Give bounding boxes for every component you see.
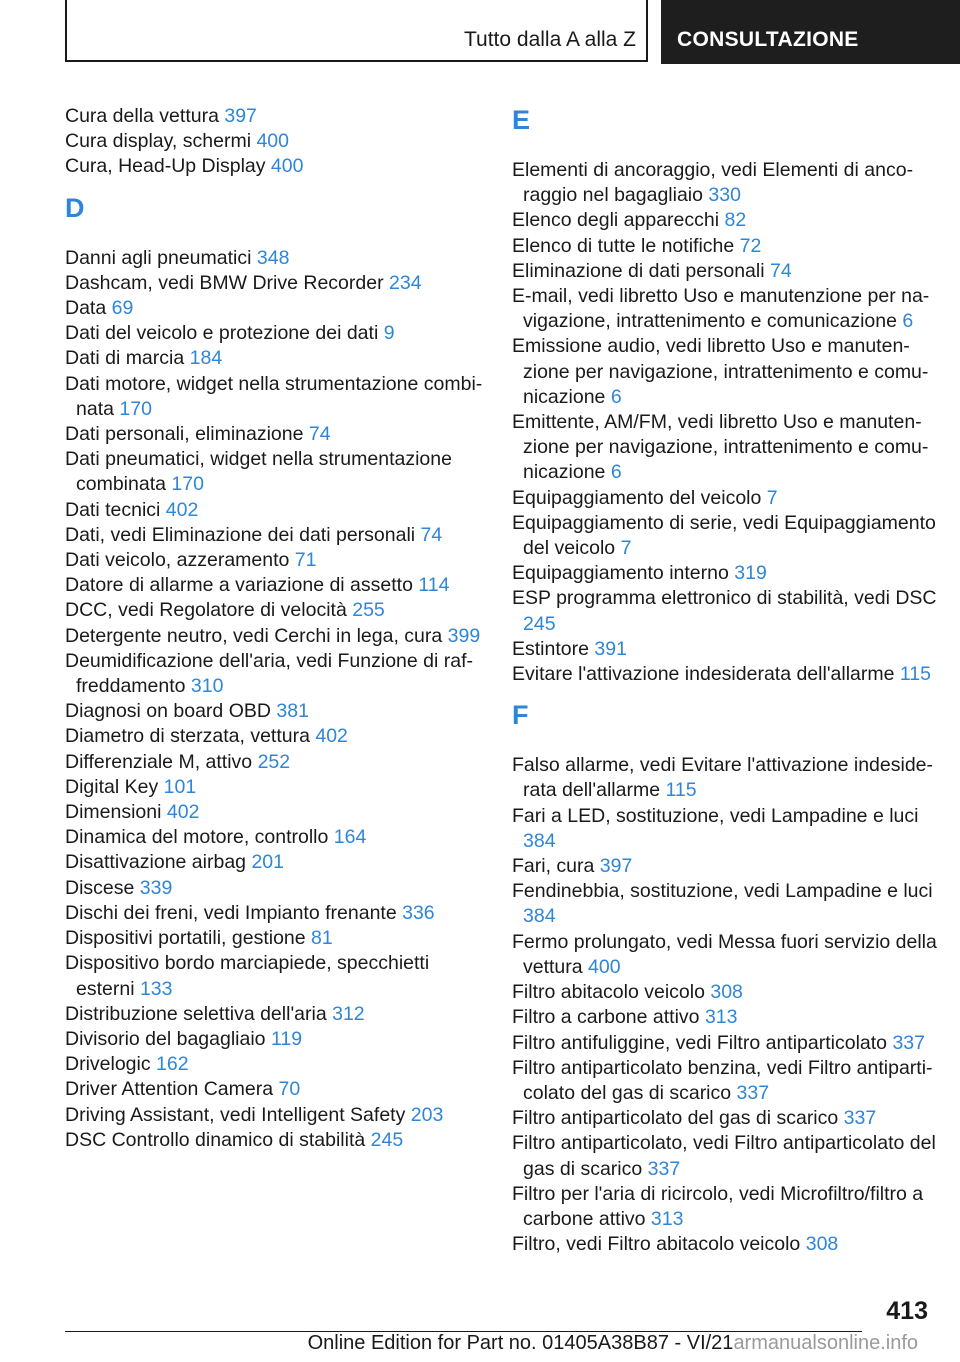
index-entry-text: Elementi di ancoraggio, vedi Elementi di ancoraggio nel bagagliaio — [512, 159, 914, 207]
index-page-link[interactable]: 7 — [620, 537, 632, 560]
index-entry-text: Driver Attention Camera — [65, 1078, 274, 1101]
index-entry-text: Filtro a carbone attivo — [512, 1006, 700, 1029]
page-header — [65, 0, 960, 64]
index-entry — [65, 372, 485, 422]
index-entry — [65, 825, 485, 850]
index-entry-text: Dispositivi portatili, gestione — [65, 927, 306, 950]
index-entry — [512, 486, 942, 511]
index-entry — [512, 662, 942, 687]
index-page-link[interactable]: 399 — [447, 624, 481, 647]
index-entry-text: Distribuzione selettiva dell'aria — [65, 1002, 327, 1025]
index-entry-text: Diametro di sterzata, vettura — [65, 725, 310, 748]
index-entry-text: Dischi dei freni, vedi Impianto frenante — [65, 901, 397, 924]
index-entry — [512, 561, 942, 586]
index-entry-text: Datore di allarme a variazione di assetto — [65, 574, 413, 597]
index-page-link[interactable]: 9 — [383, 322, 395, 345]
page-number: 413 — [886, 1297, 928, 1325]
index-page-link[interactable]: 397 — [224, 105, 257, 127]
index-page-link[interactable]: 319 — [734, 562, 767, 585]
index-entry-text: Driving Assistant, vedi Intelligent Safety — [65, 1103, 406, 1126]
index-page-link[interactable]: 337 — [843, 1107, 877, 1130]
index-entry — [65, 775, 485, 800]
index-page-link[interactable]: 391 — [594, 637, 627, 660]
index-entry — [65, 1052, 485, 1077]
index-entry — [65, 901, 485, 926]
index-entry-text: Drivelogic — [65, 1053, 151, 1076]
index-entry-text: Elenco degli apparecchi — [512, 209, 720, 232]
index-entry-text: Dati di marcia — [65, 347, 185, 370]
index-entry — [65, 951, 485, 1001]
index-page-link[interactable]: 71 — [294, 549, 317, 572]
index-entry — [65, 1103, 485, 1128]
index-entry-text: Equipaggiamento di serie, vedi Equipaggiamento del veicolo — [512, 511, 936, 560]
index-entry — [512, 879, 942, 929]
index-page-link[interactable]: 339 — [139, 876, 173, 899]
footer-edition — [0, 1332, 960, 1355]
index-page-link[interactable]: 201 — [251, 851, 284, 874]
index-column-left — [65, 104, 485, 1153]
index-page-link[interactable]: 337 — [647, 1157, 681, 1180]
index-entry — [65, 1128, 485, 1153]
index-entry-text: Dati, vedi Eliminazione dei dati personali — [65, 523, 416, 546]
index-entry-text: Dimensioni — [65, 801, 162, 824]
index-letter-heading: F — [512, 700, 529, 731]
section-tab — [65, 0, 648, 62]
index-entry — [512, 1031, 942, 1056]
index-entry-text: Cura display, schermi — [65, 130, 252, 153]
index-entry-text: Discese — [65, 876, 135, 899]
index-entry — [65, 876, 485, 901]
index-entry-text: Dati veicolo, azzeramento — [65, 549, 290, 572]
index-entry-text: Falso allarme, vedi Evitare l'attivazione indesiderata dell'allarme — [512, 754, 934, 802]
index-page-link[interactable]: 308 — [710, 981, 743, 1004]
index-entry — [512, 410, 942, 486]
index-entry — [512, 1182, 942, 1232]
index-entry — [512, 980, 942, 1005]
index-page-link[interactable]: 164 — [333, 826, 367, 849]
index-entry-text: Fari a LED, sostituzione, vedi Lampadine e luci — [512, 804, 919, 827]
index-entry-text: Eliminazione di dati personali — [512, 259, 765, 282]
section-title: Tutto dalla A alla Z — [464, 28, 636, 51]
index-entry-text: Fari, cura — [512, 855, 595, 878]
index-entry — [65, 573, 485, 598]
index-page-link[interactable]: 384 — [523, 905, 556, 928]
index-entry-text: Emissione audio, vedi libretto Uso e manutenzione per navigazione, intrattenimento e comunicazione — [512, 335, 929, 408]
index-page-link[interactable]: 72 — [739, 234, 762, 257]
index-page-link[interactable]: 114 — [418, 574, 450, 597]
index-entry — [65, 1077, 485, 1102]
index-page-link[interactable]: 115 — [665, 779, 697, 802]
index-entry — [512, 753, 942, 803]
site-watermark: armanualsonline.info — [733, 1332, 918, 1354]
index-page-link[interactable]: 74 — [769, 259, 792, 282]
index-entry-text: Estintore — [512, 637, 589, 660]
index-entry — [65, 129, 485, 154]
index-entry-text: Danni agli pneumatici — [65, 246, 252, 269]
index-page-link[interactable]: 170 — [119, 397, 152, 420]
index-page-link[interactable]: 310 — [190, 675, 224, 698]
index-page-link[interactable]: 170 — [171, 473, 204, 496]
index-entry — [512, 334, 942, 410]
index-page-link[interactable]: 313 — [704, 1006, 738, 1029]
index-entry-text: DSC Controllo dinamico di stabilità — [65, 1128, 366, 1151]
index-page-link[interactable]: 82 — [724, 209, 747, 232]
index-entry-text: Dati tecnici — [65, 498, 161, 521]
index-letter-heading: E — [512, 105, 531, 135]
index-page-link[interactable]: 81 — [311, 927, 333, 950]
index-entry — [65, 422, 485, 447]
index-entry — [512, 637, 942, 662]
index-entry-text: Dashcam, vedi BMW Drive Recorder — [65, 271, 384, 294]
index-entry — [65, 750, 485, 775]
index-page-link[interactable]: 7 — [766, 486, 778, 509]
index-page-link[interactable]: 74 — [308, 423, 331, 446]
index-entry — [65, 850, 485, 875]
index-entry-text: Evitare l'attivazione indesiderata dell'allarme — [512, 663, 895, 686]
index-entry — [65, 548, 485, 573]
index-entry — [65, 624, 485, 649]
index-page-link[interactable]: 245 — [523, 612, 556, 635]
index-page-link[interactable]: 252 — [257, 750, 291, 773]
index-entry — [65, 271, 485, 296]
index-entry — [512, 511, 942, 561]
index-entry — [512, 1131, 942, 1181]
index-entry-text: Deumidificazione dell'aria, vedi Funzione di raffreddamento — [65, 649, 474, 698]
chapter-title: CONSULTAZIONE — [677, 28, 859, 51]
index-page-link[interactable]: 313 — [650, 1207, 684, 1230]
index-entry — [512, 259, 942, 284]
index-entry — [65, 724, 485, 749]
index-entry-text: Emittente, AM/FM, vedi libretto Uso e manutenzione per navigazione, intrattenimento e comunicazione — [512, 411, 929, 484]
index-page-link[interactable]: 234 — [389, 271, 422, 294]
index-page-link[interactable]: 255 — [352, 599, 385, 622]
index-entry — [512, 930, 942, 980]
index-letter-heading: D — [65, 192, 85, 223]
index-entry — [65, 447, 485, 497]
index-entry-text: Diagnosi on board OBD — [65, 700, 271, 723]
index-page-link[interactable]: 348 — [256, 246, 290, 269]
index-page-link[interactable]: 312 — [332, 1002, 365, 1025]
index-entry-text: Cura, Head-Up Display — [65, 155, 266, 178]
index-entry-text: Filtro abitacolo veicolo — [512, 981, 705, 1004]
index-page-link[interactable]: 70 — [278, 1078, 301, 1101]
chapter-tab — [661, 0, 960, 64]
index-entry — [65, 346, 485, 371]
index-entry — [512, 586, 942, 636]
index-page-link[interactable]: 6 — [610, 461, 622, 484]
index-page-link[interactable]: 162 — [156, 1053, 189, 1076]
index-entry-text: Filtro antifuliggine, vedi Filtro antiparticolato — [512, 1031, 888, 1054]
index-entry — [512, 1232, 942, 1257]
index-page-link[interactable]: 101 — [163, 775, 197, 798]
index-entry — [65, 321, 485, 346]
index-entry-text: Divisorio del bagagliaio — [65, 1027, 266, 1050]
index-entry — [512, 208, 942, 233]
index-column-right — [512, 104, 942, 1257]
index-entry-text: Equipaggiamento del veicolo — [512, 486, 762, 509]
index-entry — [65, 926, 485, 951]
index-page-link[interactable]: 400 — [256, 130, 289, 153]
index-page-link[interactable]: 397 — [599, 855, 633, 878]
index-page-link[interactable]: 337 — [892, 1031, 925, 1054]
index-entry — [512, 284, 942, 334]
index-page-link[interactable]: 133 — [139, 977, 173, 1000]
index-page-link[interactable]: 184 — [189, 347, 223, 370]
index-entry-text: Filtro per l'aria di ricircolo, vedi Microfiltro/filtro a carbone attivo — [512, 1182, 924, 1230]
index-page-link[interactable]: 245 — [370, 1128, 404, 1151]
index-entry-text: E-mail, vedi libretto Uso e manutenzione per navigazione, intrattenimento e comunicazione — [512, 285, 930, 333]
index-entry-text: DCC, vedi Regolatore di velocità — [65, 599, 347, 622]
index-page-link[interactable]: 330 — [708, 184, 741, 207]
index-entry-text: Elenco di tutte le notifiche — [512, 234, 735, 257]
index-entry — [65, 523, 485, 548]
index-entry-text: Fermo prolungato, vedi Messa fuori servizio della vettura — [512, 930, 937, 978]
index-entry-text: Fendinebbia, sostituzione, vedi Lampadine e luci — [512, 880, 933, 903]
index-entry-text: Dati motore, widget nella strumentazione combinata — [65, 372, 483, 420]
index-entry-text: Differenziale M, attivo — [65, 750, 253, 773]
index-entry — [65, 296, 485, 321]
index-entry-text: Filtro antiparticolato del gas di scarico — [512, 1107, 839, 1130]
index-page-link[interactable]: 308 — [805, 1233, 839, 1256]
index-entry-text: Dati pneumatici, widget nella strumentazione combinata — [65, 448, 452, 496]
index-page-link[interactable]: 203 — [410, 1103, 444, 1126]
index-entry — [65, 1002, 485, 1027]
index-page-link[interactable]: 402 — [165, 498, 199, 521]
index-entry — [512, 1106, 942, 1131]
index-page-link[interactable]: 400 — [270, 155, 304, 178]
index-page-link[interactable]: 402 — [315, 725, 348, 748]
index-entry-text: Filtro, vedi Filtro abitacolo veicolo — [512, 1233, 801, 1256]
edition-text: Online Edition for Part no. 01405A38B87 - VI/21 — [307, 1332, 734, 1354]
index-page-link[interactable]: 384 — [523, 829, 556, 852]
index-entry-text: Disattivazione airbag — [65, 851, 247, 874]
index-page-link[interactable]: 400 — [588, 955, 621, 978]
index-entry-text: Data — [65, 297, 107, 320]
index-entry-text: Digital Key — [65, 775, 159, 798]
index-page-link[interactable]: 381 — [276, 700, 309, 723]
index-entry — [65, 104, 485, 129]
index-page-link[interactable]: 402 — [166, 801, 200, 824]
index-entry-text: Filtro antiparticolato benzina, vedi Filtro antiparticolato del gas di scarico — [512, 1056, 933, 1104]
index-page-link[interactable]: 336 — [402, 901, 435, 924]
index-entry-text: Filtro antiparticolato, vedi Filtro antiparticolato del gas di scarico — [512, 1132, 936, 1180]
index-entry — [65, 498, 485, 523]
index-entry-text: Cura della vettura — [65, 105, 219, 127]
index-page-link[interactable]: 337 — [736, 1081, 770, 1104]
index-entry-text: Dati personali, eliminazione — [65, 423, 304, 446]
index-entry-text: Dispositivo bordo marciapiede, specchietti esterni — [65, 952, 430, 1000]
index-entry-text: ESP programma elettronico di stabilità, vedi DSC — [512, 587, 937, 610]
index-entry — [65, 1027, 485, 1052]
index-entry — [512, 234, 942, 259]
index-page-link[interactable]: 6 — [610, 385, 622, 408]
index-page-link[interactable]: 119 — [270, 1027, 303, 1050]
index-page-link[interactable]: 115 — [899, 663, 931, 686]
index-entry — [512, 804, 942, 854]
index-entry — [512, 1056, 942, 1106]
index-entry-text: Dati del veicolo e protezione dei dati — [65, 322, 379, 345]
index-entry — [65, 154, 485, 179]
index-page-link[interactable]: 6 — [902, 310, 914, 333]
index-entry — [512, 158, 942, 208]
index-entry — [512, 1005, 942, 1030]
index-entry — [65, 246, 485, 271]
index-entry-text: Dinamica del motore, controllo — [65, 826, 329, 849]
index-page-link[interactable]: 74 — [420, 523, 443, 546]
index-entry — [65, 649, 485, 699]
index-page-link[interactable]: 69 — [111, 297, 134, 320]
index-entry — [65, 800, 485, 825]
index-entry-text: Detergente neutro, vedi Cerchi in lega, cura — [65, 624, 443, 647]
index-entry — [65, 598, 485, 623]
index-entry — [512, 854, 942, 879]
index-entry — [65, 699, 485, 724]
index-entry-text: Equipaggiamento interno — [512, 562, 729, 585]
